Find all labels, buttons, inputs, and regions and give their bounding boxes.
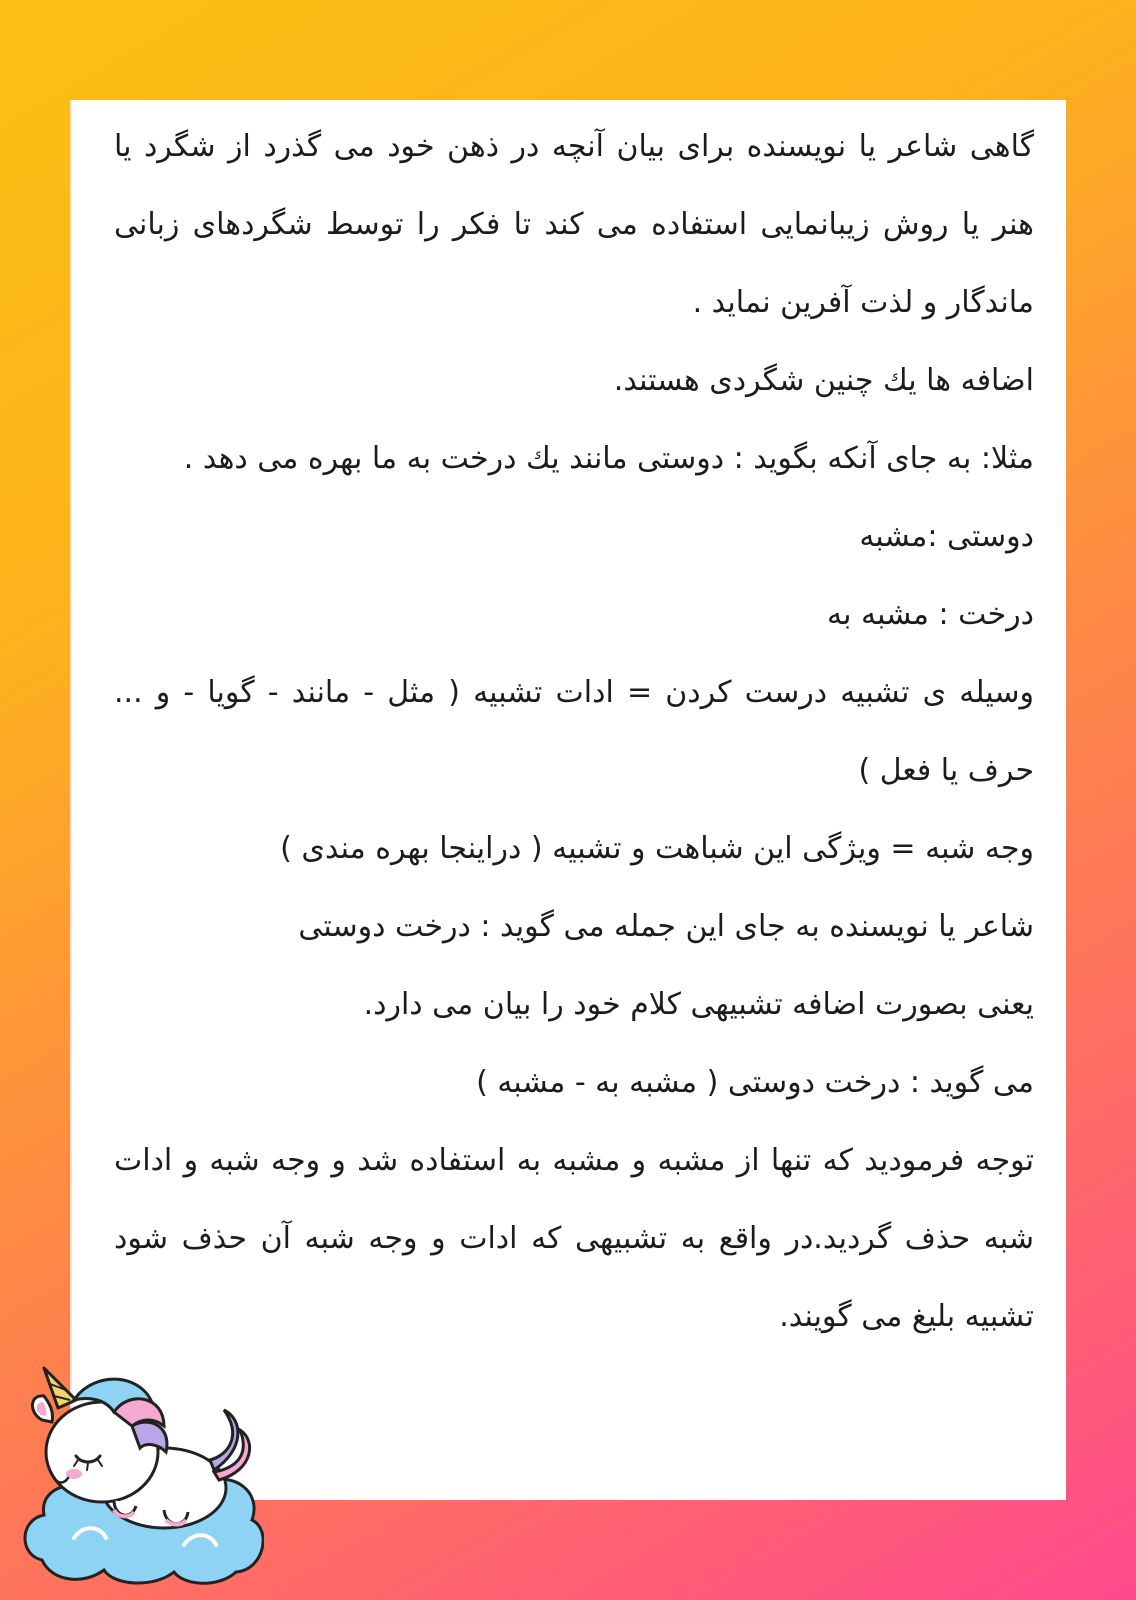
paragraph-ezafe: اضافه ها یك چنین شگردی هستند.: [613, 363, 1034, 398]
paragraph-example: مثلا: به جای آنکه بگوید : دوستی مانند یك درخت به ما بهره می دهد .: [183, 441, 1034, 476]
paragraph-moshabbah: دوستی :مشبه: [859, 519, 1034, 554]
text-content: [114, 108, 1034, 1356]
page-shadow-edge: [70, 100, 73, 1500]
paragraph-poet-says: شاعر یا نویسنده به جای این جمله می گوید : درخت دوستی: [298, 909, 1034, 944]
paragraph-adat-tashbih: وسیله ی تشبیه درست کردن = ادات تشبیه ( مثل - مانند - گویا - و ... حرف یا فعل ): [114, 675, 1034, 788]
paragraph-tashbih-baligh: توجه فرمودید که تنها از مشبه و مشبه به استفاده شد و وجه شبه و ادات شبه حذف گردید.در واقع به تشبیهی که ادات و وجه شبه آن حذف شود تشبیه بلیغ می گویند.: [114, 1143, 1034, 1334]
paragraph-moshabbah-beh: درخت : مشبه به: [827, 597, 1034, 632]
document-page: [70, 100, 1066, 1500]
paragraph-intro: گاهی شاعر یا نویسنده برای بیان آنچه در ذهن خود می گذرد از شگرد یا هنر یا روش زیبانمایی استفاده می کند تا فکر را توسط شگردهای زبانی ماندگار و لذت آفرین نماید .: [114, 129, 1034, 320]
paragraph-ezafe-tashbihi: یعنی بصورت اضافه تشبیهی کلام خود را بیان می دارد.: [363, 987, 1034, 1022]
sleeping-unicorn-on-cloud-icon: [14, 1360, 264, 1590]
paragraph-says-tree: می گوید : درخت دوستی ( مشبه به - مشبه ): [476, 1065, 1034, 1100]
paragraph-vajh-shebh: وجه شبه = ویژگی این شباهت و تشبیه ( دراینجا بهره مندی ): [280, 831, 1034, 866]
